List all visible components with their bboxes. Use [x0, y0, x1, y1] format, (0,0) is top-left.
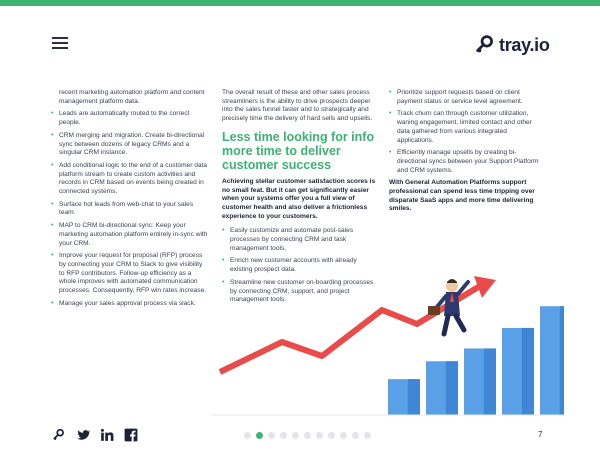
growth-bar-shade — [446, 361, 458, 415]
column-3 — [389, 89, 545, 220]
page-dot[interactable] — [280, 432, 287, 439]
growth-bar-shade — [560, 306, 564, 415]
page-dot[interactable] — [244, 432, 251, 439]
page-dot[interactable] — [364, 432, 371, 439]
growth-illustration — [212, 272, 564, 416]
list-item: • Efficiently manage upsells by creating bi-directional syncs between your Support Platform and CRM systems. — [389, 149, 539, 174]
social-links — [52, 428, 138, 442]
growth-bar-shade — [522, 328, 534, 415]
top-accent-bar — [0, 0, 600, 6]
linkedin-icon[interactable] — [100, 428, 114, 442]
list-item: • Surface hot leads from web-chat to your sales team. — [51, 200, 194, 217]
col1-bullet-list — [51, 110, 209, 308]
col3-bullet-list — [389, 89, 545, 175]
page-dot[interactable] — [316, 432, 323, 439]
page-dot[interactable] — [292, 432, 299, 439]
list-item: • Improve your request for proposal (RFP) process by connecting your CRM to Slack to give visibility to RFP contributors. Follow-up efficiency as a whole improves with automated communication processes. Consequently, RFP win rates increase. — [51, 252, 207, 295]
list-item: • CRM merging and migration. Create bi-directional sync between dozens of legacy CRMs and a singular CRM instance. — [51, 131, 205, 157]
col2-body: Achieving stellar customer satisfaction scores is no small feat. But it can get significantly easier when your systems offer you a full view of customer health and also deliver a frictionless experience to your customers. — [222, 177, 376, 220]
list-item: • Enrich new customer accounts with already existing prospect data. — [222, 257, 357, 274]
list-item: • Leads are automatically routed to the correct people. — [51, 110, 190, 127]
growth-bar-shade — [408, 379, 420, 415]
logo-icon[interactable] — [52, 428, 66, 442]
businessman-figure — [428, 279, 468, 334]
column-1 — [51, 89, 209, 312]
page-indicator — [244, 432, 371, 439]
page-dot[interactable] — [304, 432, 311, 439]
logo-text: tray.io — [499, 34, 550, 55]
page-dot[interactable] — [268, 432, 275, 439]
growth-bar-shade — [484, 348, 496, 415]
facebook-icon[interactable] — [124, 428, 138, 442]
section-heading: Less time looking for info more time to deliver customer success — [222, 129, 375, 172]
list-item: • Streamline new customer on-boarding processes by connecting CRM, support, and project management tools. — [222, 278, 374, 304]
list-item: • Track churn can through customer utilization, waning engagement, limited contact and other data gathered from various integrated applications. — [389, 110, 532, 144]
page-dot[interactable] — [352, 432, 359, 439]
col3-closing: With General Automation Platforms support professional can spend less time tripping over disparate SaaS apps and more time delivering smiles. — [389, 179, 535, 213]
list-item: • Manage your sales approval process via slack. — [51, 299, 196, 307]
page-dot[interactable] — [340, 432, 347, 439]
list-item: • Add conditional logic to the end of a customer data platform stream to create custom activities and records in CRM based on events being created in connected systems. — [51, 161, 208, 196]
page-dot[interactable] — [256, 432, 263, 439]
tray-io-logo[interactable] — [474, 32, 550, 58]
hamburger-menu-icon[interactable] — [52, 37, 68, 50]
page-dot[interactable] — [328, 432, 335, 439]
tray-logo-icon — [474, 34, 496, 56]
page-number: 7 — [538, 430, 543, 439]
list-item: • Prioritize support requests based on client payment status or service level agreement. — [389, 89, 523, 105]
col2-intro: The overall result of these and other sales process streamliners is the ability to drive prospects deeper into the sales funnel faster and to strategically and precisely time the delivery of hard sells and upsells. — [222, 89, 373, 123]
list-item: • MAP to CRM bi-directional sync: Keep your marketing automation platform entirely in-sync with your CRM. — [51, 222, 208, 247]
twitter-icon[interactable] — [76, 428, 90, 442]
col1-intro: recent marketing automation platform and content management platform data. — [59, 89, 205, 105]
list-item: • Easily customize and automate post-sales processes by connecting CRM and task management tools. — [222, 227, 354, 252]
